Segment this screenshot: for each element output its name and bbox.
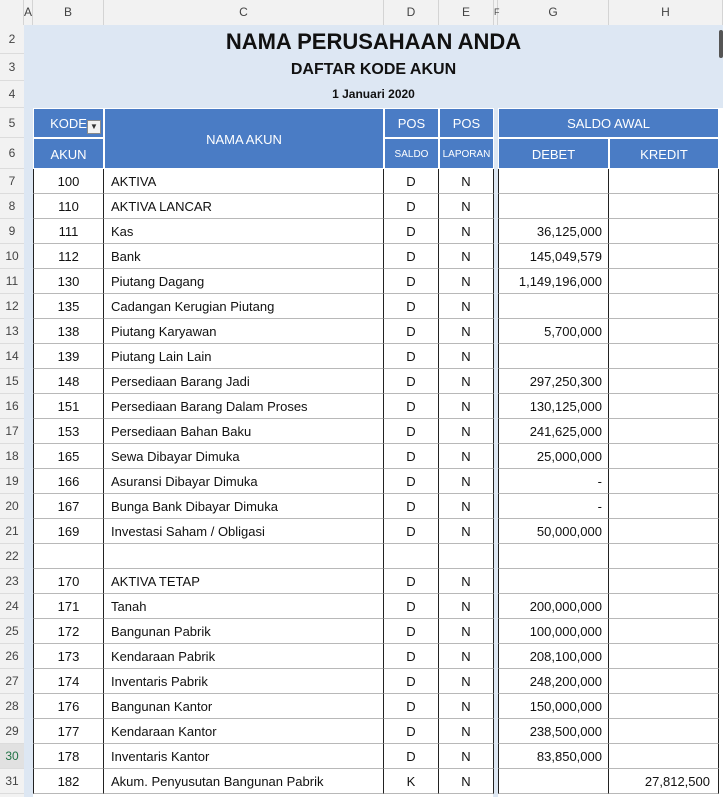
cell-pos-saldo[interactable]: K (384, 769, 439, 794)
cell-debet[interactable]: 297,250,300 (498, 369, 609, 394)
cell-pos-laporan[interactable] (439, 544, 494, 569)
cell-kredit[interactable] (609, 469, 719, 494)
cell-debet[interactable]: 238,500,000 (498, 719, 609, 744)
row-header-21[interactable]: 21 (0, 519, 24, 544)
column-header-c[interactable]: C (104, 0, 384, 25)
cell-pos-saldo[interactable]: D (384, 244, 439, 269)
cell-kredit[interactable] (609, 344, 719, 369)
select-all-corner[interactable] (0, 0, 24, 25)
cell-kode-akun[interactable]: 172 (33, 619, 104, 644)
cell-nama-akun[interactable]: Piutang Lain Lain (104, 344, 384, 369)
cell-pos-laporan[interactable]: N (439, 269, 494, 294)
cell-kredit[interactable] (609, 519, 719, 544)
cell-pos-saldo[interactable]: D (384, 644, 439, 669)
cell-debet[interactable]: 208,100,000 (498, 644, 609, 669)
row-header-29[interactable]: 29 (0, 719, 24, 744)
column-header-f[interactable]: F (494, 0, 498, 25)
cell-kredit[interactable] (609, 744, 719, 769)
cell-pos-laporan[interactable]: N (439, 194, 494, 219)
table-row (33, 444, 723, 469)
row-header-bar (0, 25, 25, 797)
column-header-d[interactable]: D (384, 0, 439, 25)
cell-pos-saldo[interactable] (384, 544, 439, 569)
row-header-24[interactable]: 24 (0, 594, 24, 619)
header-pos-laporan-top: POS (439, 108, 494, 138)
cell-kode-akun[interactable]: 165 (33, 444, 104, 469)
cell-debet[interactable]: 36,125,000 (498, 219, 609, 244)
cell-pos-laporan[interactable]: N (439, 369, 494, 394)
cell-pos-laporan[interactable]: N (439, 394, 494, 419)
cell-nama-akun[interactable]: Asuransi Dibayar Dimuka (104, 469, 384, 494)
cell-pos-saldo[interactable]: D (384, 694, 439, 719)
cell-kode-akun[interactable]: 112 (33, 244, 104, 269)
cell-nama-akun[interactable]: Inventaris Pabrik (104, 669, 384, 694)
cell-pos-laporan[interactable]: N (439, 219, 494, 244)
table-row (33, 244, 723, 269)
row-header-23[interactable]: 23 (0, 569, 24, 594)
row-header-12[interactable]: 12 (0, 294, 24, 319)
table-row (33, 369, 723, 394)
cell-kode-akun[interactable]: 151 (33, 394, 104, 419)
cell-kode-akun[interactable]: 138 (33, 319, 104, 344)
row-header-25[interactable]: 25 (0, 619, 24, 644)
cell-kredit[interactable]: 27,812,500 (609, 769, 719, 794)
row-header-14[interactable]: 14 (0, 344, 24, 369)
cell-kode-akun[interactable]: 177 (33, 719, 104, 744)
cell-kode-akun[interactable]: 139 (33, 344, 104, 369)
cell-kode-akun[interactable]: 110 (33, 194, 104, 219)
table-row (33, 644, 723, 669)
cell-nama-akun[interactable]: Kendaraan Pabrik (104, 644, 384, 669)
cell-kredit[interactable] (609, 269, 719, 294)
cell-kredit[interactable] (609, 669, 719, 694)
cell-pos-saldo[interactable]: D (384, 719, 439, 744)
header-nama-akun: NAMA AKUN (104, 108, 384, 169)
cell-pos-saldo[interactable]: D (384, 569, 439, 594)
company-title: NAMA PERUSAHAAN ANDA (225, 29, 522, 54)
cell-nama-akun[interactable]: Bunga Bank Dibayar Dimuka (104, 494, 384, 519)
table-row (33, 744, 723, 769)
cell-kredit[interactable] (609, 244, 719, 269)
cell-debet[interactable]: - (498, 494, 609, 519)
cell-pos-saldo[interactable]: D (384, 444, 439, 469)
row-header-2[interactable]: 2 (0, 25, 24, 54)
cell-kode-akun[interactable]: 178 (33, 744, 104, 769)
table-row (33, 219, 723, 244)
cell-debet[interactable] (498, 544, 609, 569)
cell-debet[interactable] (498, 344, 609, 369)
cell-debet[interactable] (498, 769, 609, 794)
cell-pos-laporan[interactable]: N (439, 344, 494, 369)
cell-pos-laporan[interactable]: N (439, 644, 494, 669)
column-header-g[interactable]: G (498, 0, 609, 25)
table-row (33, 594, 723, 619)
cell-kode-akun[interactable] (33, 544, 104, 569)
cell-kredit[interactable] (609, 619, 719, 644)
cell-kredit[interactable] (609, 194, 719, 219)
table-row (33, 544, 723, 569)
table-row (33, 169, 723, 194)
cell-kode-akun[interactable]: 176 (33, 694, 104, 719)
table-row (33, 669, 723, 694)
cell-kode-akun[interactable]: 130 (33, 269, 104, 294)
cell-pos-laporan[interactable]: N (439, 519, 494, 544)
cell-pos-laporan[interactable]: N (439, 469, 494, 494)
cell-kredit[interactable] (609, 369, 719, 394)
cell-kredit[interactable] (609, 169, 719, 194)
cell-kode-akun[interactable]: 167 (33, 494, 104, 519)
cell-nama-akun[interactable]: Persediaan Barang Dalam Proses (104, 394, 384, 419)
cell-pos-saldo[interactable]: D (384, 294, 439, 319)
cell-kode-akun[interactable]: 100 (33, 169, 104, 194)
cell-kredit[interactable] (609, 494, 719, 519)
cell-kode-akun[interactable]: 170 (33, 569, 104, 594)
cell-pos-saldo[interactable]: D (384, 594, 439, 619)
cell-nama-akun[interactable]: Sewa Dibayar Dimuka (104, 444, 384, 469)
cell-nama-akun[interactable]: Kendaraan Kantor (104, 719, 384, 744)
cell-nama-akun[interactable]: Persediaan Barang Jadi (104, 369, 384, 394)
table-row (33, 719, 723, 744)
cell-debet[interactable]: 25,000,000 (498, 444, 609, 469)
cell-kredit[interactable] (609, 444, 719, 469)
cell-debet[interactable]: 1,149,196,000 (498, 269, 609, 294)
cell-pos-saldo[interactable]: D (384, 394, 439, 419)
cell-kode-akun[interactable]: 171 (33, 594, 104, 619)
cell-debet[interactable]: 145,049,579 (498, 244, 609, 269)
cell-pos-saldo[interactable]: D (384, 494, 439, 519)
cell-kredit[interactable] (609, 694, 719, 719)
cell-nama-akun[interactable]: Bangunan Pabrik (104, 619, 384, 644)
cell-debet[interactable]: 83,850,000 (498, 744, 609, 769)
cell-pos-saldo[interactable]: D (384, 469, 439, 494)
cell-pos-laporan[interactable]: N (439, 719, 494, 744)
row-header-13[interactable]: 13 (0, 319, 24, 344)
cell-nama-akun[interactable]: AKTIVA (104, 169, 384, 194)
cell-debet[interactable]: - (498, 469, 609, 494)
cell-kredit[interactable] (609, 594, 719, 619)
cell-nama-akun[interactable]: Persediaan Bahan Baku (104, 419, 384, 444)
cell-debet[interactable]: 241,625,000 (498, 419, 609, 444)
cell-nama-akun[interactable]: Inventaris Kantor (104, 744, 384, 769)
cell-pos-saldo[interactable]: D (384, 269, 439, 294)
table-row (33, 694, 723, 719)
row-header-10[interactable]: 10 (0, 244, 24, 269)
header-pos-laporan-bottom: LAPORAN (439, 138, 494, 169)
cell-pos-laporan[interactable]: N (439, 594, 494, 619)
scroll-marker (719, 30, 723, 58)
cell-kode-akun[interactable]: 166 (33, 469, 104, 494)
cell-kode-akun[interactable]: 135 (33, 294, 104, 319)
header-kode-bottom: AKUN (33, 138, 104, 169)
cell-pos-laporan[interactable]: N (439, 619, 494, 644)
row-header-3[interactable]: 3 (0, 54, 24, 81)
cell-kredit[interactable] (609, 719, 719, 744)
row-header-16[interactable]: 16 (0, 394, 24, 419)
cell-pos-saldo[interactable]: D (384, 419, 439, 444)
cell-debet[interactable] (498, 569, 609, 594)
header-saldo-awal: SALDO AWAL (498, 108, 719, 138)
cell-debet[interactable] (498, 169, 609, 194)
row-header-18[interactable]: 18 (0, 444, 24, 469)
row-header-30[interactable]: 30 (0, 744, 24, 769)
cell-debet[interactable]: 5,700,000 (498, 319, 609, 344)
cell-pos-laporan[interactable]: N (439, 294, 494, 319)
sheet-date: 1 Januari 2020 (332, 87, 415, 101)
header-kode-top: KODE (33, 108, 104, 138)
row-header-6[interactable]: 6 (0, 138, 24, 169)
cell-nama-akun[interactable]: Bangunan Kantor (104, 694, 384, 719)
cell-pos-saldo[interactable]: D (384, 219, 439, 244)
table-row (33, 344, 723, 369)
row-header-9[interactable]: 9 (0, 219, 24, 244)
table-row (33, 294, 723, 319)
row-header-27[interactable]: 27 (0, 669, 24, 694)
cell-kredit[interactable] (609, 419, 719, 444)
cell-kredit[interactable] (609, 644, 719, 669)
cell-debet[interactable]: 248,200,000 (498, 669, 609, 694)
cell-nama-akun[interactable]: AKTIVA LANCAR (104, 194, 384, 219)
cell-pos-saldo[interactable]: D (384, 369, 439, 394)
cell-pos-saldo[interactable]: D (384, 619, 439, 644)
cell-pos-saldo[interactable]: D (384, 169, 439, 194)
cell-debet[interactable] (498, 194, 609, 219)
left-margin-strip (24, 108, 33, 797)
table-row (33, 469, 723, 494)
row-header-8[interactable]: 8 (0, 194, 24, 219)
cell-kode-akun[interactable]: 182 (33, 769, 104, 794)
cell-kode-akun[interactable]: 148 (33, 369, 104, 394)
row-header-15[interactable]: 15 (0, 369, 24, 394)
cell-pos-laporan[interactable]: N (439, 319, 494, 344)
cell-pos-laporan[interactable]: N (439, 769, 494, 794)
row-header-20[interactable]: 20 (0, 494, 24, 519)
cell-kode-akun[interactable]: 111 (33, 219, 104, 244)
cell-nama-akun[interactable]: Cadangan Kerugian Piutang (104, 294, 384, 319)
cell-debet[interactable] (498, 294, 609, 319)
sheet-subtitle: DAFTAR KODE AKUN (290, 61, 457, 78)
cell-kredit[interactable] (609, 394, 719, 419)
table-row (33, 619, 723, 644)
cell-nama-akun[interactable]: Piutang Dagang (104, 269, 384, 294)
cell-kode-akun[interactable]: 153 (33, 419, 104, 444)
cell-kredit[interactable] (609, 294, 719, 319)
cell-debet[interactable]: 130,125,000 (498, 394, 609, 419)
table-row (33, 419, 723, 444)
header-pos-saldo-top: POS (384, 108, 439, 138)
header-pos-saldo-bottom: SALDO (384, 138, 439, 169)
cell-debet[interactable]: 150,000,000 (498, 694, 609, 719)
cell-pos-laporan[interactable]: N (439, 569, 494, 594)
header-kredit: KREDIT (609, 138, 719, 169)
dropdown-arrow-icon[interactable]: ▼ (87, 120, 101, 134)
row-header-5[interactable]: 5 (0, 108, 24, 138)
cell-nama-akun[interactable]: Kas (104, 219, 384, 244)
row-header-26[interactable]: 26 (0, 644, 24, 669)
cell-kredit[interactable] (609, 319, 719, 344)
cell-nama-akun[interactable]: Bank (104, 244, 384, 269)
table-row (33, 569, 723, 594)
cell-nama-akun[interactable] (104, 544, 384, 569)
cell-kredit[interactable] (609, 569, 719, 594)
table-row (33, 319, 723, 344)
cell-pos-laporan[interactable]: N (439, 694, 494, 719)
table-row (33, 269, 723, 294)
row-header-22[interactable]: 22 (0, 544, 24, 569)
column-header-b[interactable]: B (33, 0, 104, 25)
header-debet: DEBET (498, 138, 609, 169)
cell-nama-akun[interactable]: Piutang Karyawan (104, 319, 384, 344)
cell-pos-saldo[interactable]: D (384, 519, 439, 544)
cell-kredit[interactable] (609, 219, 719, 244)
column-header-bar (0, 0, 723, 26)
cell-pos-saldo[interactable]: D (384, 194, 439, 219)
cell-nama-akun[interactable]: AKTIVA TETAP (104, 569, 384, 594)
cell-debet[interactable]: 100,000,000 (498, 619, 609, 644)
column-header-h[interactable]: H (609, 0, 723, 25)
column-header-a[interactable]: A (24, 0, 33, 25)
table-row (33, 519, 723, 544)
row-header-4[interactable]: 4 (0, 81, 24, 108)
cell-debet[interactable]: 50,000,000 (498, 519, 609, 544)
table-row (33, 494, 723, 519)
cell-kode-akun[interactable]: 169 (33, 519, 104, 544)
cell-pos-laporan[interactable]: N (439, 669, 494, 694)
cell-debet[interactable]: 200,000,000 (498, 594, 609, 619)
cell-nama-akun[interactable]: Investasi Saham / Obligasi (104, 519, 384, 544)
cell-pos-saldo[interactable]: D (384, 669, 439, 694)
row-header-7[interactable]: 7 (0, 169, 24, 194)
cell-kode-akun[interactable]: 174 (33, 669, 104, 694)
row-header-17[interactable]: 17 (0, 419, 24, 444)
row-header-31[interactable]: 31 (0, 769, 24, 794)
cell-pos-saldo[interactable]: D (384, 744, 439, 769)
table-row (33, 769, 723, 794)
cell-pos-saldo[interactable]: D (384, 344, 439, 369)
cell-pos-laporan[interactable]: N (439, 744, 494, 769)
row-header-11[interactable]: 11 (0, 269, 24, 294)
cell-pos-laporan[interactable]: N (439, 419, 494, 444)
cell-kode-akun[interactable]: 173 (33, 644, 104, 669)
cell-pos-saldo[interactable]: D (384, 319, 439, 344)
cell-nama-akun[interactable]: Tanah (104, 594, 384, 619)
cell-nama-akun[interactable]: Akum. Penyusutan Bangunan Pabrik (104, 769, 384, 794)
cell-pos-laporan[interactable]: N (439, 444, 494, 469)
row-header-19[interactable]: 19 (0, 469, 24, 494)
cell-pos-laporan[interactable]: N (439, 494, 494, 519)
row-header-28[interactable]: 28 (0, 694, 24, 719)
cell-pos-laporan[interactable]: N (439, 169, 494, 194)
column-header-e[interactable]: E (439, 0, 494, 25)
cell-pos-laporan[interactable]: N (439, 244, 494, 269)
cell-kredit[interactable] (609, 544, 719, 569)
table-row (33, 194, 723, 219)
table-row (33, 394, 723, 419)
